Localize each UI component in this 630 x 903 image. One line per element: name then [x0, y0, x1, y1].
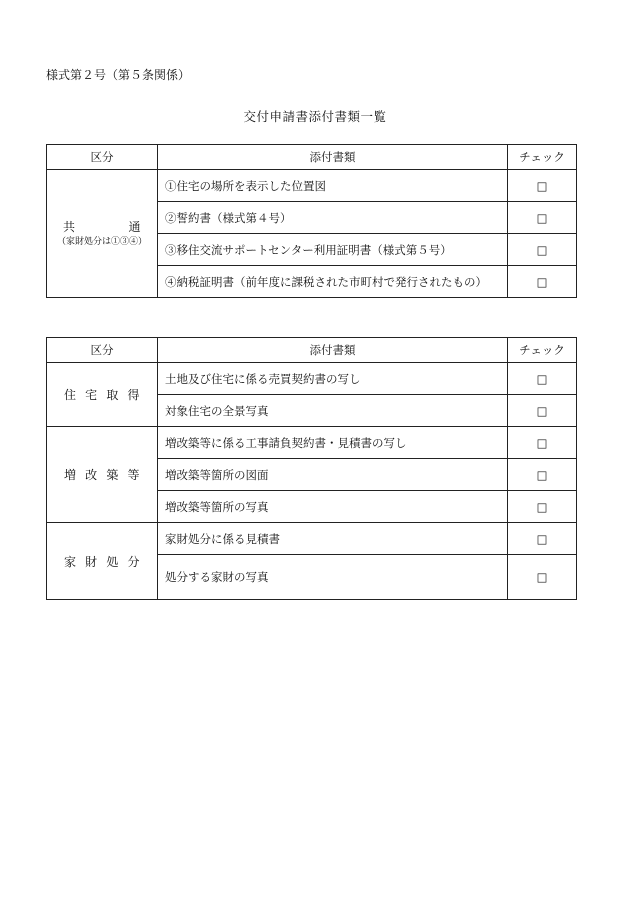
category-char: 家: [64, 554, 77, 569]
table-row: [47, 170, 577, 202]
table-header-row: [47, 338, 577, 363]
table-row: [47, 427, 577, 459]
category-char: 改: [85, 468, 98, 482]
header-documents: 添付書類: [158, 338, 508, 363]
table-header-row: [47, 145, 577, 170]
category-char: 共: [63, 219, 76, 234]
checkbox[interactable]: □: [508, 202, 577, 234]
category-char: 分: [127, 554, 140, 569]
category-common: [47, 170, 158, 298]
checkbox[interactable]: □: [508, 170, 577, 202]
checkbox[interactable]: □: [508, 459, 577, 491]
checkbox[interactable]: □: [508, 523, 577, 555]
document-item: ②誓約書（様式第４号）: [158, 202, 508, 234]
category-char: 得: [127, 388, 140, 402]
table-row: [47, 363, 577, 395]
header-check: チェック: [508, 145, 577, 170]
category-char: 処: [106, 554, 119, 569]
checkbox[interactable]: □: [508, 427, 577, 459]
document-item: 対象住宅の全景写真: [158, 395, 508, 427]
checkbox[interactable]: □: [508, 234, 577, 266]
checkbox[interactable]: □: [508, 491, 577, 523]
category-char: 財: [85, 554, 98, 569]
document-item: 家財処分に係る見積書: [158, 523, 508, 555]
document-item: 処分する家財の写真: [158, 555, 508, 600]
category-char: 通: [128, 219, 141, 234]
checkbox[interactable]: □: [508, 555, 577, 600]
category-char: 取: [106, 388, 119, 402]
form-number: 様式第２号（第５条関係）: [46, 68, 191, 82]
checkbox[interactable]: □: [508, 395, 577, 427]
document-item: ④納税証明書（前年度に課税された市町村で発行されたもの）: [158, 266, 508, 298]
category-char: 住: [64, 388, 77, 402]
category-house-acquisition: [47, 363, 158, 427]
header-check: チェック: [508, 338, 577, 363]
document-title: 交付申請書添付書類一覧: [243, 109, 387, 124]
category-char: 等: [127, 468, 140, 482]
document-item: 増改築等箇所の写真: [158, 491, 508, 523]
category-renovation: [47, 427, 158, 523]
category-char: 宅: [85, 388, 98, 402]
header-category: 区分: [47, 338, 158, 363]
document-item: 増改築等箇所の図面: [158, 459, 508, 491]
category-household-disposal: [47, 523, 158, 600]
category-char: 築: [106, 468, 119, 482]
common-documents-table: [46, 144, 577, 298]
document-item: 増改築等に係る工事請負契約書・見積書の写し: [158, 427, 508, 459]
document-item: ①住宅の場所を表示した位置図: [158, 170, 508, 202]
document-item: ③移住交流サポートセンター利用証明書（様式第５号）: [158, 234, 508, 266]
category-note: （家財処分は①③④）: [56, 236, 147, 247]
category-documents-table: [46, 337, 577, 600]
checkbox[interactable]: □: [508, 266, 577, 298]
header-category: 区分: [47, 145, 158, 170]
header-documents: 添付書類: [158, 145, 508, 170]
category-char: 増: [64, 468, 77, 482]
document-item: 土地及び住宅に係る売買契約書の写し: [158, 363, 508, 395]
table-row: [47, 523, 577, 555]
checkbox[interactable]: □: [508, 363, 577, 395]
